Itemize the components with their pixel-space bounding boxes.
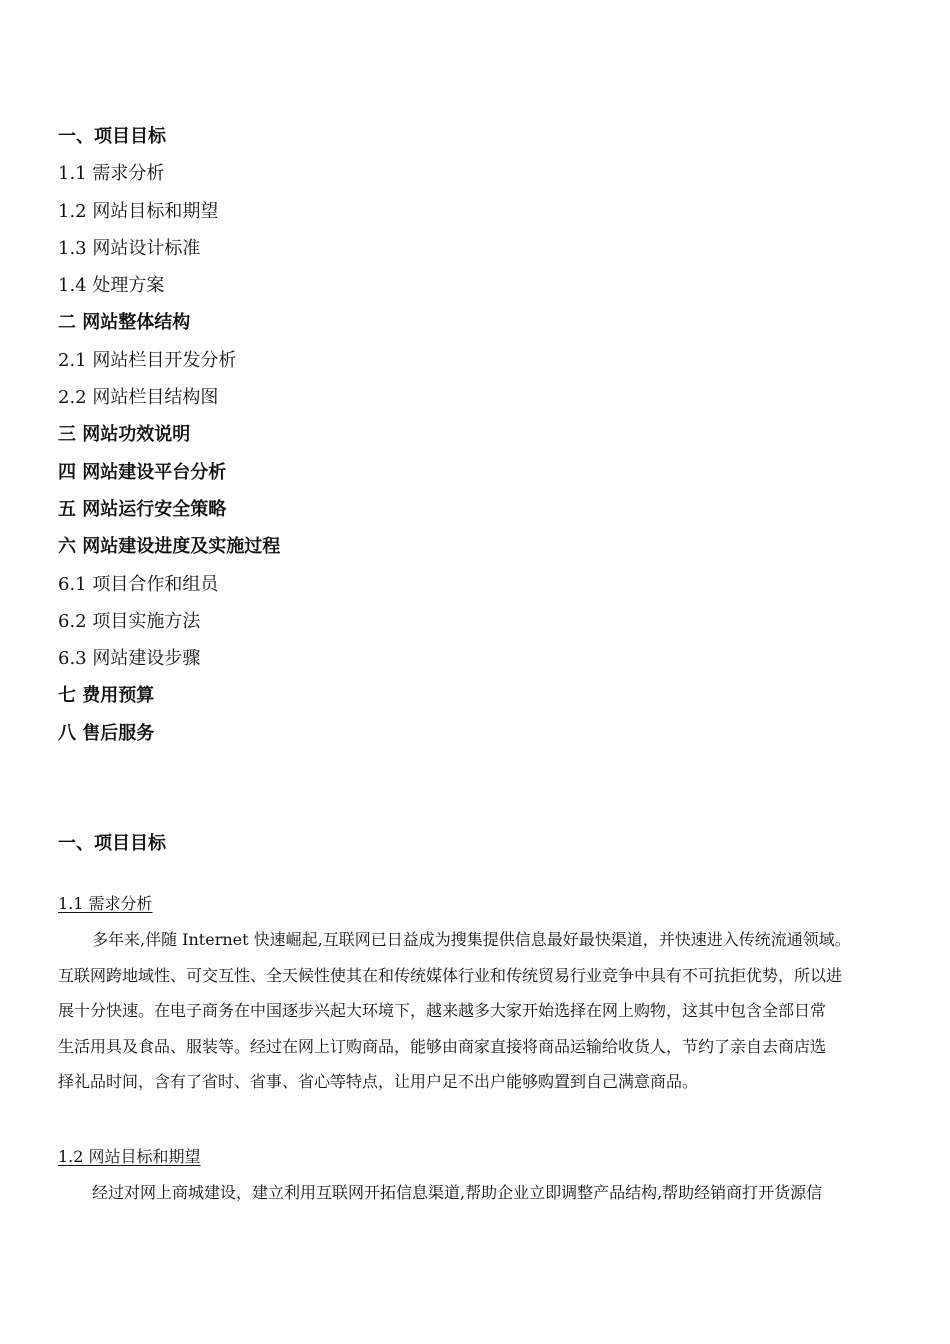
toc-item: 1.4 处理方案 (58, 275, 165, 297)
paragraph-line: 生活用具及食品、服装等。经过在网上订购商品，能够由商家直接将商品运输给收货人，节约了亲自去商店选 (58, 1036, 827, 1056)
toc-item: 二 网站整体结构 (58, 312, 191, 334)
toc-item: 2.2 网站栏目结构图 (58, 387, 219, 409)
paragraph-goals (58, 1181, 890, 1217)
toc-item: 五 网站运行安全策略 (58, 498, 227, 520)
paragraph-line: 择礼品时间，含有了省时、省事、省心等特点，让用户足不出户能够购置到自己满意商品。 (58, 1072, 699, 1091)
toc-item: 三 网站功效说明 (58, 424, 191, 446)
toc-item: 6.3 网站建设步骤 (58, 648, 201, 670)
subsection-heading-goals: 1.2 网站目标和期望 (58, 1147, 201, 1166)
toc-item: 八 售后服务 (58, 722, 155, 744)
toc-item: 六 网站建设进度及实施过程 (58, 536, 281, 558)
paragraph-line: 经过对网上商城建设，建立利用互联网开拓信息渠道,帮助企业立即调整产品结构,帮助经销商打开货源信 (92, 1183, 823, 1202)
toc-item: 四 网站建设平台分析 (58, 461, 227, 483)
paragraph-line: 互联网跨地域性、可交互性、全天候性使其在和传统媒体行业和传统贸易行业竞争中具有不可抗拒优势，所以进 (58, 965, 843, 985)
toc-item: 一、项目目标 (58, 126, 166, 147)
toc-item: 1.3 网站设计标准 (58, 237, 201, 259)
toc-item: 七 费用预算 (58, 685, 155, 707)
toc-item: 1.1 需求分析 (58, 163, 165, 185)
toc-item: 1.2 网站目标和期望 (58, 200, 219, 222)
toc-item: 6.2 项目实施方法 (58, 610, 201, 632)
paragraph-line: 多年来,伴随 Internet 快速崛起,互联网已日益成为搜集提供信息最好最快渠道，并快速进入传统流通领域。 (92, 930, 851, 949)
paragraph-requirements (58, 928, 890, 1106)
paragraph-line: 展十分快速。在电子商务在中国逐步兴起大环境下，越来越多大家开始选择在网上购物，这其中包含全部日常 (58, 1001, 827, 1020)
toc-item: 2.1 网站栏目开发分析 (58, 349, 237, 371)
section-heading: 一、项目目标 (58, 833, 166, 854)
toc-item: 6.1 项目合作和组员 (58, 573, 219, 595)
subsection-heading-requirements: 1.1 需求分析 (58, 894, 153, 913)
table-of-contents (58, 123, 898, 757)
